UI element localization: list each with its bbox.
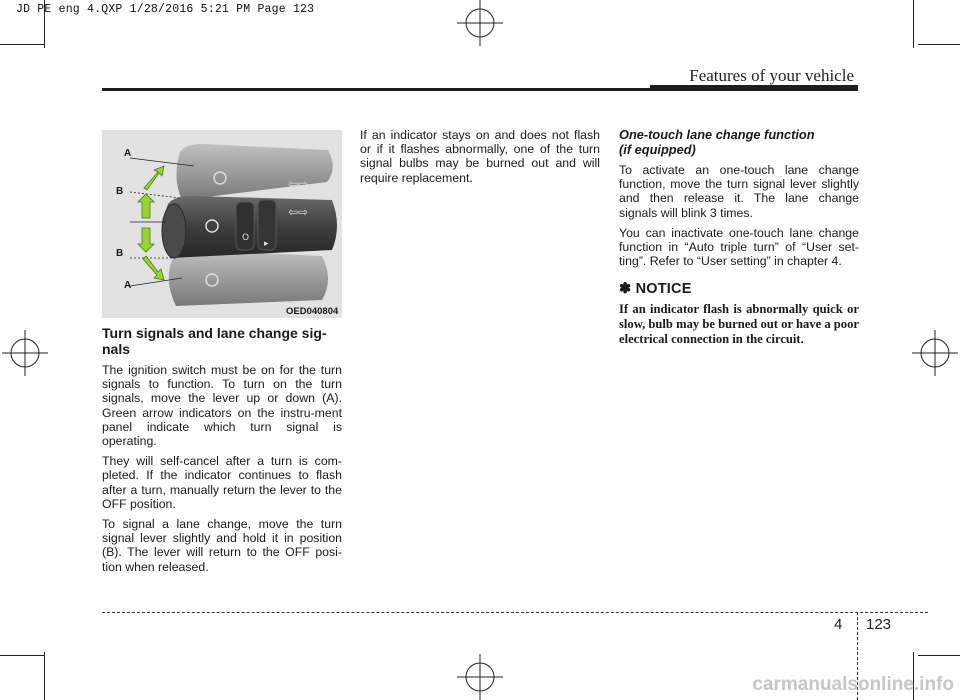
paragraph: They will self-cancel after a turn is com-pleted. If the indicator continues to flash after a turn, manually return the lever to the OFF position. xyxy=(102,454,342,511)
crop-line xyxy=(918,44,960,45)
section-header-title: Features of your vehicle xyxy=(689,66,854,85)
print-slug: JD PE eng 4.QXP 1/28/2016 5:21 PM Page 123 xyxy=(16,3,315,16)
subsection-heading-line: One-touch lane change function xyxy=(619,127,815,142)
section-heading: Turn signals and lane change sig-nals xyxy=(102,325,327,357)
paragraph: To signal a lane change, move the turn signal lever slightly and hold it in position (B). The lever will return to the OFF posi-tion when released. xyxy=(102,517,342,574)
watermark: carmanualsonline.info xyxy=(752,674,954,695)
notice-star-icon: ✽ xyxy=(619,281,632,298)
paragraph: To activate an one-touch lane change function, move the turn signal lever slightly and then release it. The lane change signals will blink 3 times. xyxy=(619,163,859,220)
registration-mark-icon xyxy=(457,0,503,46)
header-rule-accent xyxy=(650,85,858,91)
figure-label-a-top: A xyxy=(124,148,132,159)
svg-text:O: O xyxy=(242,233,250,243)
column-indicator xyxy=(360,128,600,191)
column-one-touch xyxy=(619,128,859,347)
chapter-number: 4 xyxy=(834,616,843,633)
subsection-heading-line: (if equipped) xyxy=(619,141,696,157)
crop-line xyxy=(913,0,914,48)
figure-label-b-bottom: B xyxy=(116,248,124,259)
svg-text:⇦⇨: ⇦⇨ xyxy=(288,205,309,219)
crop-line xyxy=(918,655,960,656)
footer-rule xyxy=(102,612,928,613)
subsection-heading xyxy=(619,128,859,157)
lever-drawing xyxy=(102,130,342,318)
paragraph: The ignition switch must be on for the turn signals to function. To turn on the turn signals, move the lever up or down (A). Green arrow indicators on the instru-ment panel indicate which turn signal is operating. xyxy=(102,363,342,449)
crop-line xyxy=(44,652,45,700)
notice-heading xyxy=(619,282,859,296)
registration-mark-icon xyxy=(2,330,48,376)
page-number: 123 xyxy=(866,616,892,633)
notice-title: NOTICE xyxy=(635,281,692,298)
figure-label-b-top: B xyxy=(116,186,124,197)
paragraph: If an indicator stays on and does not flash or if it flashes abnormally, one of the turn signal bulbs may be burned out and will require replacement. xyxy=(360,128,600,185)
figure-code: OED040804 xyxy=(286,306,339,317)
figure-label-a-bottom: A xyxy=(124,280,132,291)
crop-line xyxy=(0,655,44,656)
registration-mark-icon xyxy=(457,654,503,700)
registration-mark-icon xyxy=(912,330,958,376)
column-turn-signals xyxy=(102,326,342,580)
crop-line xyxy=(0,44,44,45)
paragraph: You can inactivate one-touch lane change function in “Auto triple turn” of “User set-ting”. Refer to “User setting” in chapter 4. xyxy=(619,225,859,269)
svg-text:▸: ▸ xyxy=(264,239,269,249)
notice-body: If an indicator flash is abnormally quick or slow, bulb may be burned out or have a poor electrical connection in the circuit. xyxy=(619,301,859,346)
svg-text:⇦⇨: ⇦⇨ xyxy=(288,177,309,191)
turn-signal-lever-illustration xyxy=(102,130,342,318)
